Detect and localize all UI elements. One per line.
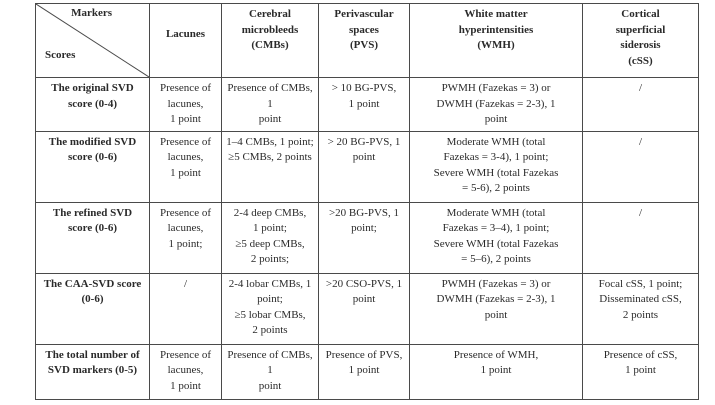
cell-text: >20 BG-PVS, 1 — [328, 206, 400, 219]
cell-text: 1 point — [625, 364, 656, 376]
cell-text: 1 point — [170, 379, 201, 392]
cell-text: Presence of CMBs, 1 — [227, 348, 313, 376]
col-header-wmh — [410, 4, 583, 78]
column-header-text: spaces — [349, 23, 379, 36]
score-name-cell — [36, 78, 150, 132]
table-row — [36, 78, 699, 132]
cell-text: Moderate WMH (total — [446, 135, 546, 148]
table-cell — [319, 78, 410, 132]
column-header-text: microbleeds — [241, 23, 299, 36]
cell-text: ≥5 lobar CMBs, — [234, 308, 306, 321]
table-cell — [222, 78, 319, 132]
cell-text: point — [484, 113, 508, 125]
column-header-text: hyperintensities — [458, 23, 534, 36]
cell-text: PWMH (Fazekas = 3) or — [441, 82, 551, 94]
score-name-text: The modified SVD — [48, 135, 137, 148]
table-cell — [410, 78, 583, 132]
table-cell — [583, 131, 699, 202]
col-header-lacunes — [150, 4, 222, 78]
column-header-text: Cortical — [621, 8, 660, 20]
cell-text: ≥5 CMBs, 2 points — [228, 151, 312, 163]
scores-label: Scores — [45, 48, 76, 61]
cell-text: > 20 BG-PVS, 1 — [327, 135, 401, 148]
table-cell — [150, 131, 222, 202]
col-header-css — [583, 4, 699, 78]
cell-text: 1 point — [348, 364, 380, 376]
table-cell — [410, 273, 583, 344]
cell-text: 2-4 deep CMBs, — [233, 206, 307, 219]
cell-text: / — [638, 135, 643, 148]
cell-text: 1 point; — [253, 222, 287, 234]
score-name-text: SVD markers (0-5) — [47, 364, 138, 376]
cell-text: > 10 BG-PVS, — [331, 82, 397, 94]
cell-text: point — [352, 151, 376, 163]
column-header-text: superficial — [615, 23, 666, 36]
table-cell — [319, 273, 410, 344]
cell-text: 1 point; — [168, 237, 203, 250]
col-header-pvs — [319, 4, 410, 78]
score-name-text: (0-6) — [81, 293, 104, 305]
cell-text: lacunes, — [167, 151, 204, 163]
cell-text: = 5–6), 2 points — [461, 253, 531, 265]
cell-text: point — [258, 113, 282, 125]
column-header-text: (PVS) — [349, 39, 379, 51]
cell-text: 2 points — [622, 308, 659, 321]
cell-text: Presence of — [159, 348, 211, 361]
cell-text: / — [638, 206, 643, 219]
cell-text: Severe WMH (total Fazekas — [433, 237, 559, 250]
table-cell — [583, 344, 699, 399]
table-cell — [222, 131, 319, 202]
table-row — [36, 344, 699, 399]
cell-text: 2 points; — [250, 253, 290, 265]
table-cell — [583, 273, 699, 344]
score-name-text: score (0-4) — [68, 97, 117, 110]
column-header-text: White matter — [464, 8, 528, 20]
table-cell — [410, 344, 583, 399]
cell-text: 1–4 CMBs, 1 point; — [226, 135, 314, 148]
score-name-text: The total number of — [45, 348, 140, 361]
score-name-cell — [36, 202, 150, 273]
table-cell — [150, 273, 222, 344]
table-cell — [150, 78, 222, 132]
table-cell — [410, 131, 583, 202]
column-header-text: (cSS) — [628, 54, 653, 67]
table-cell — [222, 344, 319, 399]
score-name-text: The refined SVD — [52, 206, 133, 219]
score-name-cell — [36, 344, 150, 399]
svd-score-table — [35, 3, 699, 400]
table-cell — [583, 78, 699, 132]
cell-text: Presence of CMBs, 1 — [227, 82, 313, 110]
cell-text: lacunes, — [167, 222, 204, 234]
cell-text: / — [183, 277, 188, 290]
cell-text: >20 CSO-PVS, 1 — [325, 277, 403, 290]
cell-text: Presence of — [159, 135, 211, 148]
score-name-text: The CAA-SVD score — [43, 277, 142, 290]
cell-text: lacunes, — [167, 364, 204, 376]
diagonal-header-cell — [36, 4, 150, 78]
column-header-text: siderosis — [620, 39, 661, 51]
cell-text: 1 point — [480, 364, 512, 376]
cell-text: point — [258, 379, 282, 392]
table-cell — [319, 131, 410, 202]
cell-text: 1 point — [170, 166, 201, 179]
cell-text: Presence of — [159, 206, 211, 219]
table-cell — [150, 202, 222, 273]
column-header-text: Lacunes — [165, 28, 206, 41]
score-name-text: The original SVD — [51, 82, 134, 94]
cell-text: 1 point — [348, 97, 380, 110]
table-cell — [319, 202, 410, 273]
cell-text: Presence of cSS, — [603, 348, 678, 361]
cell-text: point; — [257, 293, 283, 305]
score-name-text: score (0-6) — [68, 151, 117, 163]
table-cell — [150, 344, 222, 399]
cell-text: / — [638, 82, 643, 94]
cell-text: point — [352, 293, 376, 305]
column-header-text: (CMBs) — [251, 39, 289, 51]
score-name-cell — [36, 273, 150, 344]
score-name-text: score (0-6) — [68, 222, 117, 234]
table-row — [36, 131, 699, 202]
table-cell — [222, 202, 319, 273]
cell-text: DWMH (Fazekas = 2-3), 1 — [436, 97, 556, 110]
cell-text: Disseminated cSS, — [599, 293, 682, 305]
cell-text: Fazekas = 3–4), 1 point; — [442, 222, 550, 234]
column-header-text: Perivascular — [334, 8, 394, 20]
score-name-cell — [36, 131, 150, 202]
column-header-text: Cerebral — [249, 8, 291, 20]
cell-text: Severe WMH (total Fazekas — [433, 166, 559, 179]
cell-text: ≥5 deep CMBs, — [235, 237, 305, 250]
table-cell — [319, 344, 410, 399]
cell-text: lacunes, — [167, 97, 204, 110]
column-header-text: (WMH) — [477, 39, 515, 51]
markers-label: Markers — [71, 7, 112, 19]
header-row — [36, 4, 699, 78]
cell-text: = 5-6), 2 points — [462, 182, 530, 194]
cell-text: point — [484, 308, 508, 321]
cell-text: Focal cSS, 1 point; — [598, 277, 683, 290]
table-cell — [410, 202, 583, 273]
cell-text: 2 points — [252, 324, 288, 336]
cell-text: Presence of — [159, 82, 211, 94]
table-cell — [583, 202, 699, 273]
cell-text: Presence of PVS, — [325, 348, 403, 361]
cell-text: point; — [351, 222, 377, 234]
cell-text: Fazekas = 3-4), 1 point; — [443, 151, 549, 163]
table-row — [36, 202, 699, 273]
col-header-cmbs — [222, 4, 319, 78]
cell-text: 1 point — [170, 113, 201, 125]
cell-text: Moderate WMH (total — [446, 206, 546, 219]
cell-text: DWMH (Fazekas = 2-3), 1 — [436, 293, 556, 305]
cell-text: Presence of WMH, — [453, 348, 539, 361]
cell-text: 2-4 lobar CMBs, 1 — [228, 277, 312, 290]
cell-text: PWMH (Fazekas = 3) or — [441, 277, 551, 290]
table-cell — [222, 273, 319, 344]
table-row — [36, 273, 699, 344]
